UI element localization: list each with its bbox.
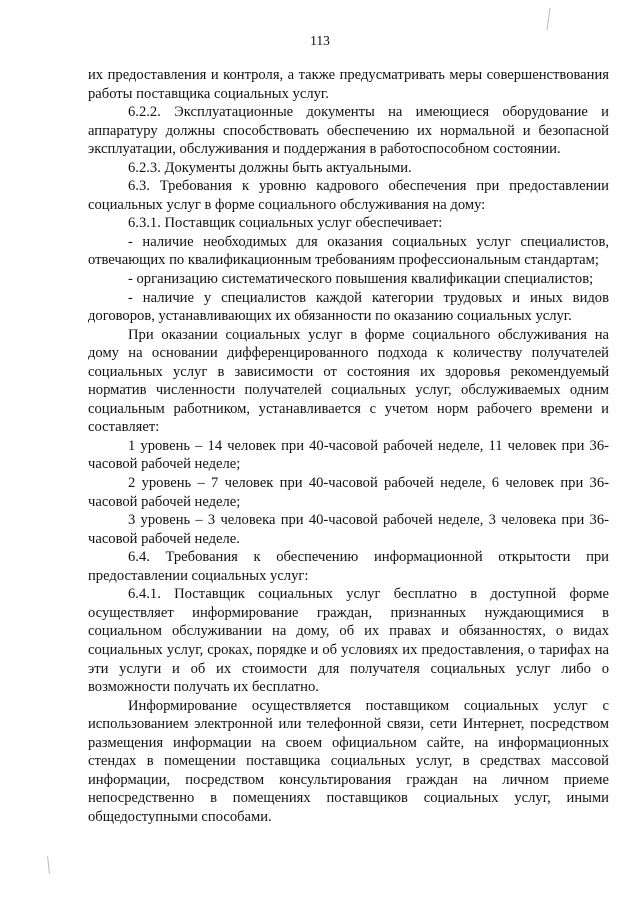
norm-level-3: 3 уровень – 3 человека при 40-часовой рабочей неделе, 3 человека при 36-часовой рабочей неделе. — [88, 512, 609, 547]
list-item-contracts: - наличие у специалистов каждой категории трудовых и иных видов договоров, устанавливающих их обязанности по оказанию социальных услуг. — [88, 289, 609, 325]
list-item-qualification: - организацию систематического повышения квалификации специалистов; — [128, 271, 594, 288]
paragraph-norms-intro: При оказании социальных услуг в форме социального обслуживания на дому на основании дифференцированного подхода к количеству получателей социальных услуг в зависимости от состояния их здоровья рекомендуемый норматив численности получателей социальных услуг, обслуживаемых одним социальным работником, устанавливается с учетом норм рабочего времени и составляет: — [88, 326, 609, 436]
paragraph-6-3: 6.3. Требования к уровню кадрового обеспечения при предоставлении социальных услуг в форме социального обслуживания на дому: — [88, 178, 609, 213]
norm-level-2: 2 уровень – 7 человек при 40-часовой рабочей неделе, 6 человек при 36-часовой рабочей неделе; — [88, 475, 609, 510]
paragraph-continuation: их предоставления и контроля, а также предусматривать меры совершенствования работы поставщика социальных услуг. — [88, 67, 609, 102]
scan-artifact-line-bottom — [47, 856, 50, 874]
paragraph-informing: Информирование осуществляется поставщиком социальных услуг с использованием электронной или телефонной связи, сети Интернет, посредством размещения информации на своем официальном сайте, на информационных стендах в помещении поставщика социальных услуг, в средствах массовой информации, посредством консультирования граждан на личном приеме непосредственно в помещениях поставщиков социальных услуг, иными общедоступными способами. — [88, 697, 609, 825]
page-number: 113 — [310, 33, 330, 48]
paragraph-6-3-1: 6.3.1. Поставщик социальных услуг обеспечивает: — [128, 215, 443, 232]
paragraph-6-2-3: 6.2.3. Документы должны быть актуальными. — [128, 159, 412, 176]
document-body — [88, 66, 609, 826]
paragraph-6-4: 6.4. Требования к обеспечению информационной открытости при предоставлении социальных услуг: — [88, 549, 609, 584]
scan-artifact-line-top — [546, 8, 550, 30]
paragraph-6-4-1: 6.4.1. Поставщик социальных услуг бесплатно в доступной форме осуществляет информирование граждан, признанных нуждающимися в социальном обслуживании на дому, об их правах и обязанностях, о видах социальных услуг, сроках, порядке и об условиях их предоставления, о тарифах на эти услуги и об их стоимости для получателя социальных услуг либо о возможности получать их бесплатно. — [88, 586, 609, 696]
paragraph-6-2-2: 6.2.2. Эксплуатационные документы на имеющиеся оборудование и аппаратуру должны способствовать обеспечению их нормальной и безопасной эксплуатации, обслуживания и поддержания в работоспособном состоянии. — [88, 104, 609, 158]
list-item-specialists: - наличие необходимых для оказания социальных услуг специалистов, отвечающих по квалификационным требованиям профессиональным стандартам; — [88, 233, 609, 269]
norm-level-1: 1 уровень – 14 человек при 40-часовой рабочей неделе, 11 человек при 36-часовой рабочей неделе; — [88, 437, 609, 473]
